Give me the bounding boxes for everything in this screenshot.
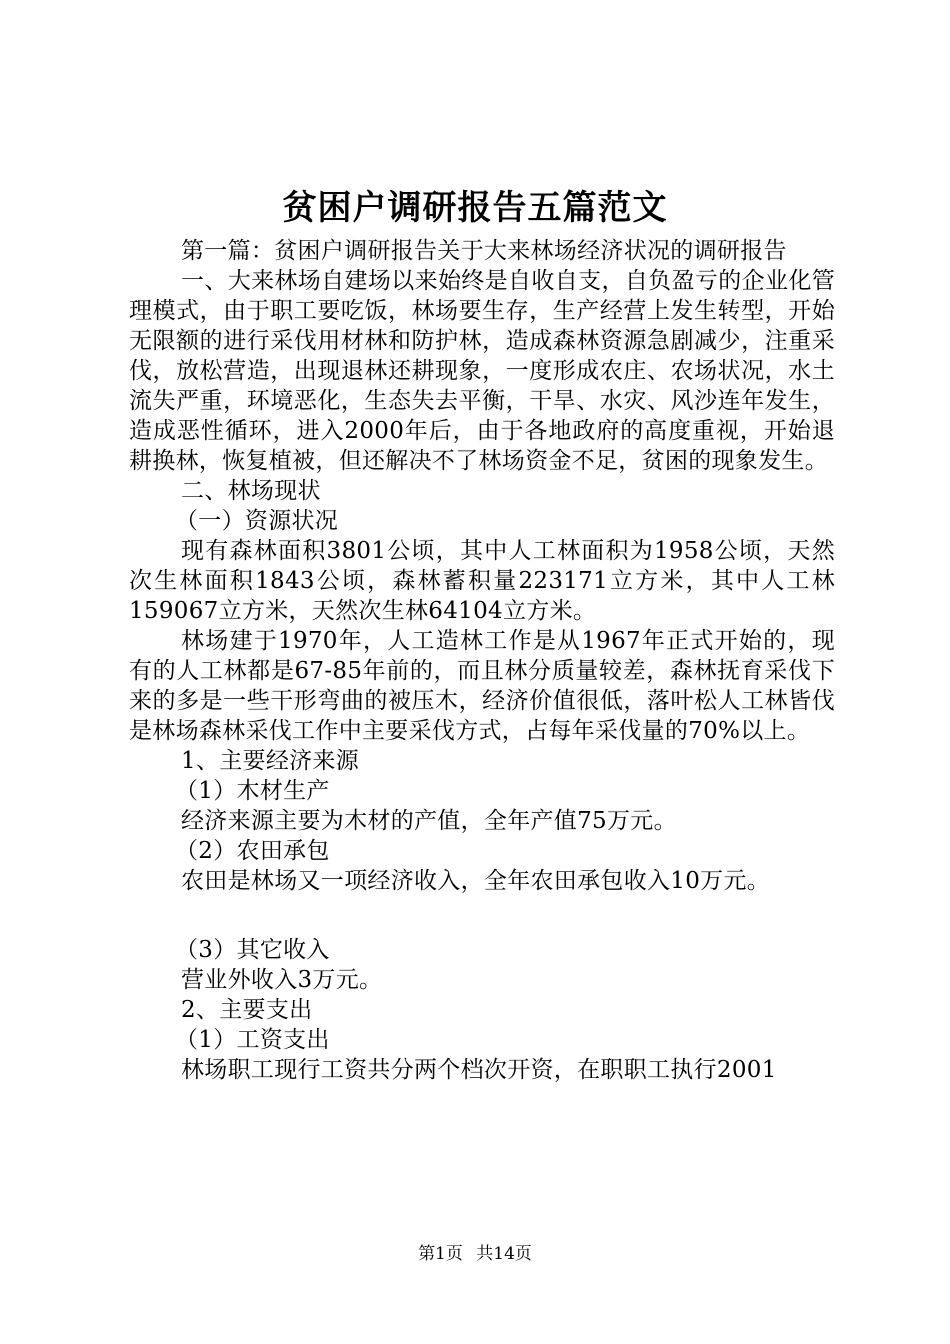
paragraph-section-1: 一、大来林场自建场以来始终是自收自支，自负盈亏的企业化管理模式，由于职工要吃饭，林场要生存，生产经营上发生转型，开始无限额的进行采伐用材林和防护林，造成森林资源急剧减少，注重采伐，放松营造，出现退林还耕现象，一度形成农庄、农场状况，水土流失严重，环境恶化，生态失去平衡，干旱、水灾、风沙连年发生，造成恶性循环，进入2000年后，由于各地政府的高度重视，开始退耕换林，恢复植被，但还解决不了林场资金不足，贫困的现象发生。 — [129, 268, 835, 474]
paragraph-wages: 林场职工现行工资共分两个档次开资，在职职工执行2001 — [181, 1057, 777, 1083]
heading-income: 1、主要经济来源 — [181, 748, 360, 774]
page-number: 第1页 — [418, 1244, 463, 1264]
paragraph-other-income: 营业外收入3万元。 — [181, 967, 383, 993]
document-title: 贫困户调研报告五篇范文 — [282, 188, 668, 228]
paragraph-farmland: 农田是林场又一项经济收入，全年农田承包收入10万元。 — [181, 868, 771, 894]
paragraph-intro: 第一篇：贫困户调研报告关于大来林场经济状况的调研报告 — [181, 238, 787, 264]
page-total: 共14页 — [476, 1244, 532, 1264]
paragraph-forest-history: 林场建于1970年，人工造林工作是从1967年正式开始的，现有的人工林都是67-85年前的，而且林分质量较差，森林抚育采伐下来的多是一些干形弯曲的被压木，经济价值很低，落叶松人工林皆伐是林场森林采伐工作中主要采伐方式，占每年采伐量的70%以上。 — [129, 628, 835, 744]
paragraph-forest-area: 现有森林面积3801公顷，其中人工林面积为1958公顷，天然次生林面积1843公顷，森林蓄积量223171立方米，其中人工林159067立方米，天然次生林64104立方米。 — [129, 538, 835, 624]
page-footer — [0, 1242, 950, 1266]
heading-wages: （1）工资支出 — [175, 1027, 330, 1053]
paragraph-timber: 经济来源主要为木材的产值，全年产值75万元。 — [181, 808, 677, 834]
heading-farmland: （2）农田承包 — [175, 838, 330, 864]
document-body — [129, 236, 835, 1085]
heading-section-2: 二、林场现状 — [181, 478, 321, 504]
heading-resources: （一）资源状况 — [175, 508, 339, 534]
heading-other-income: （3）其它收入 — [175, 937, 330, 963]
blank-line — [129, 896, 835, 935]
heading-expenses: 2、主要支出 — [181, 997, 313, 1023]
heading-timber: （1）木材生产 — [175, 778, 330, 804]
